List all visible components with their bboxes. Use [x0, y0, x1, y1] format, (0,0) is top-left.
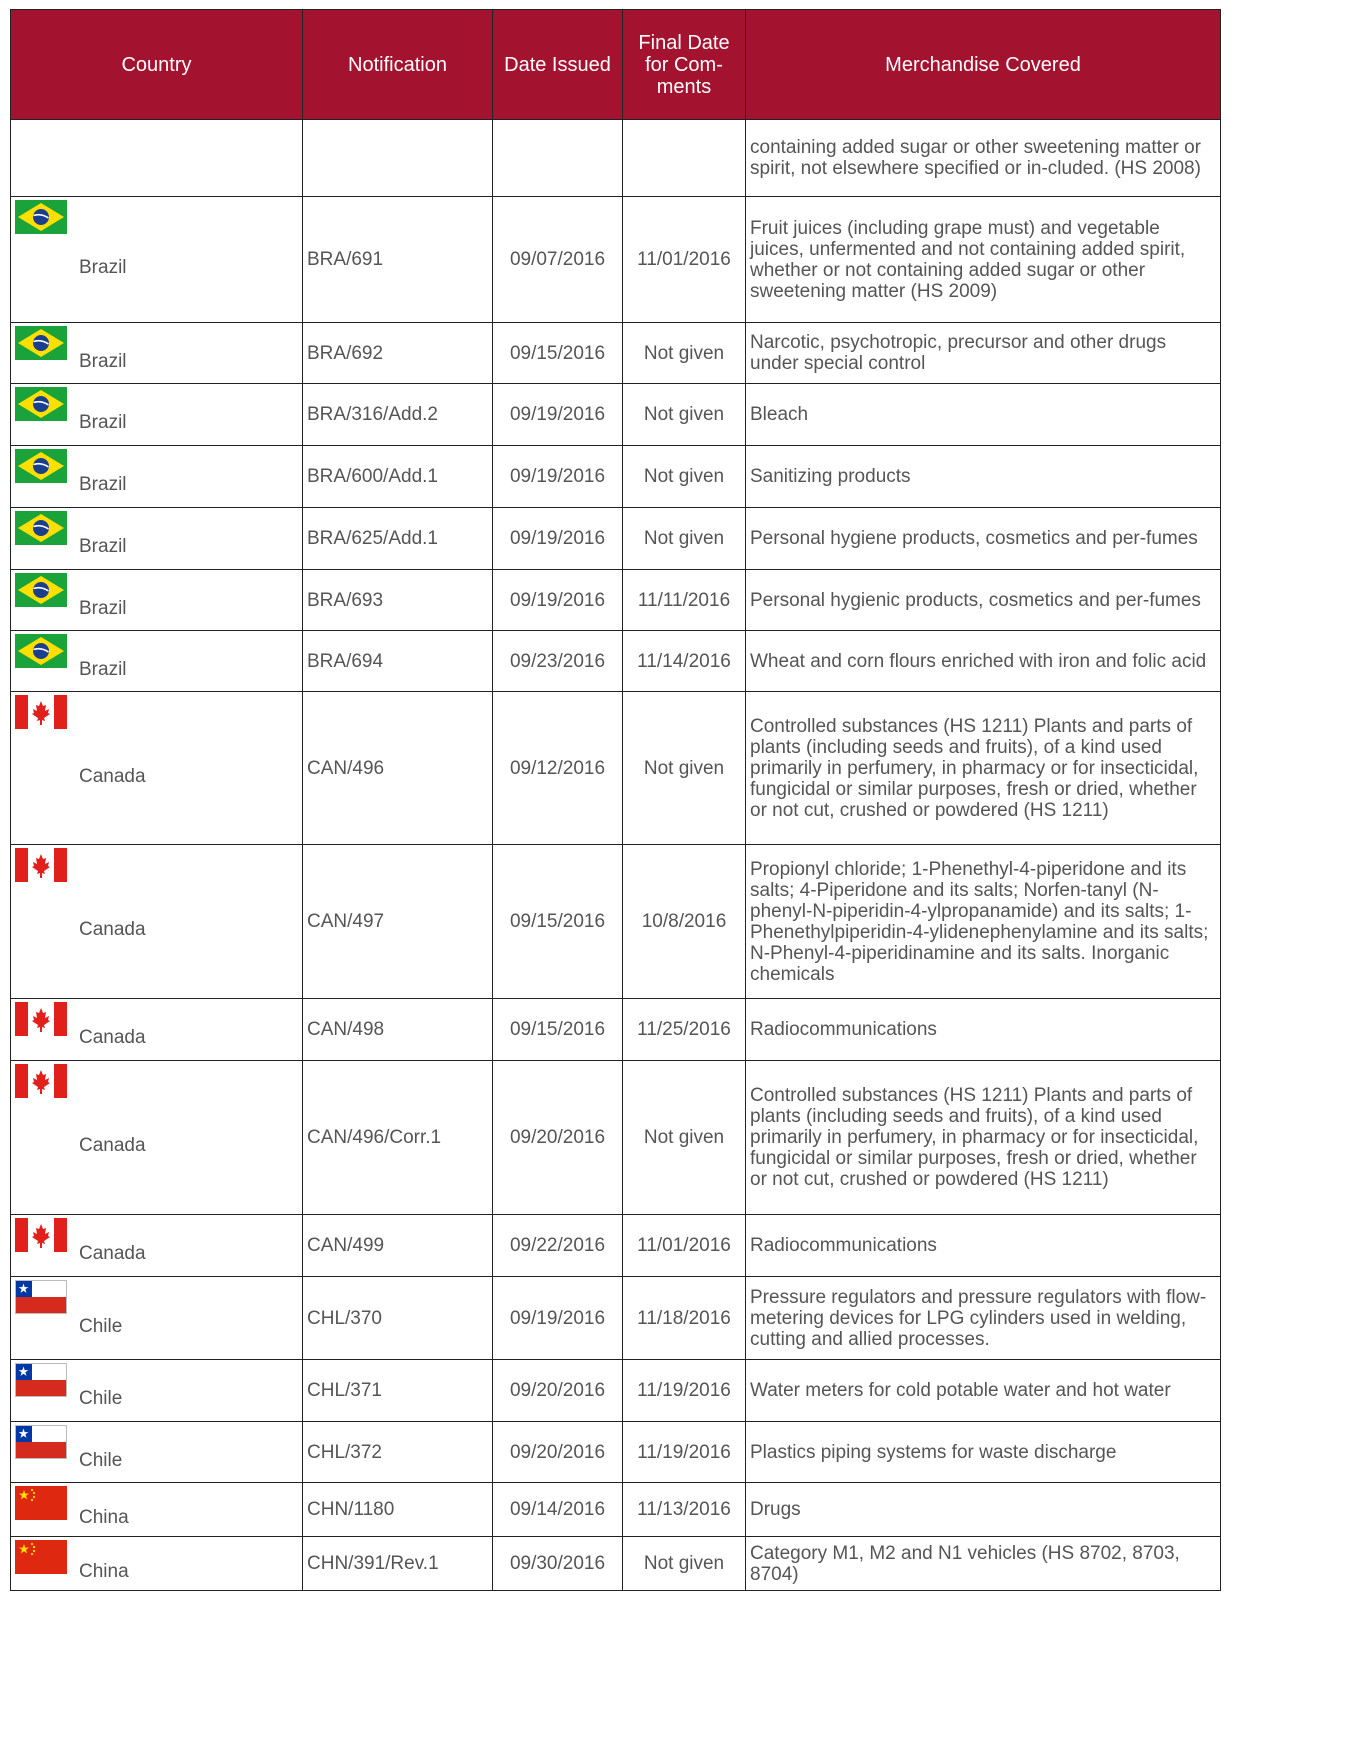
final-date-cell: 11/19/2016	[623, 1422, 746, 1483]
country-cell	[11, 197, 303, 323]
country-cell	[11, 1215, 303, 1277]
country-cell	[11, 120, 303, 197]
brazil-flag-icon	[15, 449, 67, 483]
merchandise-cell: containing added sugar or other sweetening matter or spirit, not elsewhere specified or in-cluded. (HS 2008)	[746, 120, 1221, 197]
date-issued-cell: 09/23/2016	[493, 631, 623, 692]
country-name: Brazil	[79, 597, 127, 619]
country-name: Brazil	[79, 474, 127, 495]
merchandise-cell: Radiocommunications	[746, 999, 1221, 1061]
table-row	[11, 120, 1221, 197]
merchandise-cell: Sanitizing products	[746, 446, 1221, 508]
canada-flag-icon	[15, 1002, 67, 1036]
notification-cell: CHL/370	[303, 1277, 493, 1360]
table-row	[11, 1483, 1221, 1537]
table-row	[11, 323, 1221, 384]
brazil-flag-icon	[15, 326, 67, 360]
final-date-cell: 11/01/2016	[623, 197, 746, 323]
notification-cell: CHL/371	[303, 1360, 493, 1422]
merchandise-cell: Water meters for cold potable water and hot water	[746, 1360, 1221, 1422]
country-cell	[11, 999, 303, 1061]
table-row	[11, 1277, 1221, 1360]
notification-cell: CHL/372	[303, 1422, 493, 1483]
final-date-cell: Not given	[623, 384, 746, 446]
country-name: Canada	[79, 1027, 146, 1048]
table-row	[11, 845, 1221, 999]
country-cell	[11, 508, 303, 570]
merchandise-cell: Controlled substances (HS 1211) Plants and parts of plants (including seeds and fruits), of a kind used primarily in perfumery, in pharmacy or for insecticidal, fungicidal or similar purposes, fresh or dried, whether or not cut, crushed or powdered (HS 1211)	[746, 692, 1221, 845]
canada-flag-icon	[15, 1064, 67, 1098]
table-row	[11, 508, 1221, 570]
date-issued-cell: 09/19/2016	[493, 384, 623, 446]
country-cell	[11, 1537, 303, 1591]
table-row	[11, 631, 1221, 692]
country-cell	[11, 570, 303, 631]
notifications-table-wrapper	[10, 9, 1220, 1591]
table-row	[11, 197, 1221, 323]
date-issued-cell: 09/20/2016	[493, 1422, 623, 1483]
notification-cell: CAN/497	[303, 845, 493, 999]
merchandise-cell: Personal hygiene products, cosmetics and per-fumes	[746, 508, 1221, 570]
date-issued-cell: 09/15/2016	[493, 323, 623, 384]
date-issued-cell: 09/19/2016	[493, 1277, 623, 1360]
final-date-cell	[623, 120, 746, 197]
final-date-cell: Not given	[623, 446, 746, 508]
country-name: Brazil	[79, 536, 127, 557]
date-issued-cell	[493, 120, 623, 197]
table-row	[11, 1537, 1221, 1591]
final-date-cell: 10/8/2016	[623, 845, 746, 999]
table-row	[11, 1061, 1221, 1215]
date-issued-cell: 09/15/2016	[493, 999, 623, 1061]
country-cell	[11, 323, 303, 384]
brazil-flag-icon	[15, 387, 67, 421]
merchandise-cell: Controlled substances (HS 1211) Plants and parts of plants (including seeds and fruits), of a kind used primarily in perfumery, in pharmacy or for insecticidal, fungicidal or similar purposes, fresh or dried, whether or not cut, crushed or powdered (HS 1211)	[746, 1061, 1221, 1215]
notification-cell: BRA/625/Add.1	[303, 508, 493, 570]
china-flag-icon	[15, 1540, 67, 1574]
notification-cell: CAN/496	[303, 692, 493, 845]
country-name: Brazil	[79, 658, 127, 680]
table-row	[11, 570, 1221, 631]
country-name: Chile	[79, 1388, 123, 1409]
final-date-cell: Not given	[623, 692, 746, 845]
chile-flag-icon	[15, 1363, 67, 1397]
country-name: Canada	[79, 765, 146, 787]
table-body	[11, 120, 1221, 1591]
brazil-flag-icon	[15, 573, 67, 607]
merchandise-cell: Bleach	[746, 384, 1221, 446]
date-issued-cell: 09/15/2016	[493, 845, 623, 999]
country-name: Brazil	[79, 257, 127, 278]
notification-cell: CAN/499	[303, 1215, 493, 1277]
chile-flag-icon	[15, 1280, 67, 1314]
notification-cell: CHN/391/Rev.1	[303, 1537, 493, 1591]
country-cell	[11, 692, 303, 845]
final-date-cell: Not given	[623, 508, 746, 570]
notification-cell: BRA/691	[303, 197, 493, 323]
header-merchandise: Merchandise Covered	[746, 10, 1221, 120]
country-name: Chile	[79, 1449, 123, 1471]
date-issued-cell: 09/19/2016	[493, 446, 623, 508]
country-name: Chile	[79, 1315, 123, 1337]
country-name: Brazil	[79, 412, 127, 433]
country-name: Brazil	[79, 350, 127, 372]
date-issued-cell: 09/20/2016	[493, 1061, 623, 1215]
table-row	[11, 1215, 1221, 1277]
merchandise-cell: Personal hygienic products, cosmetics and per-fumes	[746, 570, 1221, 631]
country-name: China	[79, 1561, 129, 1582]
country-cell	[11, 845, 303, 999]
date-issued-cell: 09/19/2016	[493, 570, 623, 631]
brazil-flag-icon	[15, 511, 67, 545]
notification-cell: CAN/498	[303, 999, 493, 1061]
final-date-cell: Not given	[623, 1061, 746, 1215]
header-final-date-line-3: ments	[656, 75, 712, 98]
header-row	[11, 10, 1221, 120]
date-issued-cell: 09/19/2016	[493, 508, 623, 570]
country-name: Canada	[79, 1135, 146, 1156]
china-flag-icon	[15, 1486, 67, 1520]
merchandise-cell: Radiocommunications	[746, 1215, 1221, 1277]
country-cell	[11, 1422, 303, 1483]
table-row	[11, 1360, 1221, 1422]
final-date-cell: Not given	[623, 323, 746, 384]
final-date-cell: 11/18/2016	[623, 1277, 746, 1360]
notification-cell: BRA/692	[303, 323, 493, 384]
notification-cell: BRA/316/Add.2	[303, 384, 493, 446]
table-row	[11, 1422, 1221, 1483]
date-issued-cell: 09/07/2016	[493, 197, 623, 323]
merchandise-cell: Drugs	[746, 1483, 1221, 1537]
date-issued-cell: 09/22/2016	[493, 1215, 623, 1277]
date-issued-cell: 09/30/2016	[493, 1537, 623, 1591]
merchandise-cell: Wheat and corn flours enriched with iron and folic acid	[746, 631, 1221, 692]
country-cell	[11, 446, 303, 508]
notification-cell: BRA/693	[303, 570, 493, 631]
final-date-cell: 11/25/2016	[623, 999, 746, 1061]
country-cell	[11, 1360, 303, 1422]
header-final-date-line-1: Final Date	[638, 31, 730, 54]
merchandise-cell: Propionyl chloride; 1-Phenethyl-4-piperidone and its salts; 4-Piperidone and its salts; Norfen-tanyl (N-phenyl-N-piperidin-4-ylpropanamide) and its salts; 1-Phenethylpiperidin-4-ylidenephenylamine and its salts; N-Phenyl-4-piperidinamine and its salts. Inorganic chemicals	[746, 845, 1221, 999]
header-notification: Notification	[303, 10, 493, 120]
header-country: Country	[11, 10, 303, 120]
merchandise-cell: Category M1, M2 and N1 vehicles (HS 8702, 8703, 8704)	[746, 1537, 1221, 1591]
canada-flag-icon	[15, 695, 67, 729]
notification-cell: BRA/694	[303, 631, 493, 692]
header-final-date	[623, 10, 746, 120]
final-date-cell: Not given	[623, 1537, 746, 1591]
country-cell	[11, 1277, 303, 1360]
country-name: Canada	[79, 919, 146, 940]
canada-flag-icon	[15, 1218, 67, 1252]
notification-cell	[303, 120, 493, 197]
country-cell	[11, 631, 303, 692]
final-date-cell: 11/14/2016	[623, 631, 746, 692]
merchandise-cell: Fruit juices (including grape must) and vegetable juices, unfermented and not containing added spirit, whether or not containing added sugar or other sweetening matter (HS 2009)	[746, 197, 1221, 323]
merchandise-cell: Narcotic, psychotropic, precursor and other drugs under special control	[746, 323, 1221, 384]
merchandise-cell: Plastics piping systems for waste discharge	[746, 1422, 1221, 1483]
country-cell	[11, 1061, 303, 1215]
final-date-cell: 11/19/2016	[623, 1360, 746, 1422]
merchandise-cell: Pressure regulators and pressure regulators with flow-metering devices for LPG cylinders used in welding, cutting and allied processes.	[746, 1277, 1221, 1360]
table-row	[11, 692, 1221, 845]
table-row	[11, 446, 1221, 508]
notification-cell: BRA/600/Add.1	[303, 446, 493, 508]
notification-cell: CHN/1180	[303, 1483, 493, 1537]
final-date-cell: 11/01/2016	[623, 1215, 746, 1277]
final-date-cell: 11/13/2016	[623, 1483, 746, 1537]
date-issued-cell: 09/20/2016	[493, 1360, 623, 1422]
header-final-date-line-2: for Com-	[645, 53, 723, 76]
date-issued-cell: 09/12/2016	[493, 692, 623, 845]
country-name: China	[79, 1507, 129, 1528]
header-date-issued: Date Issued	[493, 10, 623, 120]
notifications-table	[10, 9, 1221, 1591]
brazil-flag-icon	[15, 200, 67, 234]
table-row	[11, 384, 1221, 446]
table-row	[11, 999, 1221, 1061]
canada-flag-icon	[15, 848, 67, 882]
country-cell	[11, 384, 303, 446]
chile-flag-icon	[15, 1425, 67, 1459]
final-date-cell: 11/11/2016	[623, 570, 746, 631]
date-issued-cell: 09/14/2016	[493, 1483, 623, 1537]
brazil-flag-icon	[15, 634, 67, 668]
country-name: Canada	[79, 1243, 146, 1264]
table-header	[11, 10, 1221, 120]
notification-cell: CAN/496/Corr.1	[303, 1061, 493, 1215]
country-cell	[11, 1483, 303, 1537]
